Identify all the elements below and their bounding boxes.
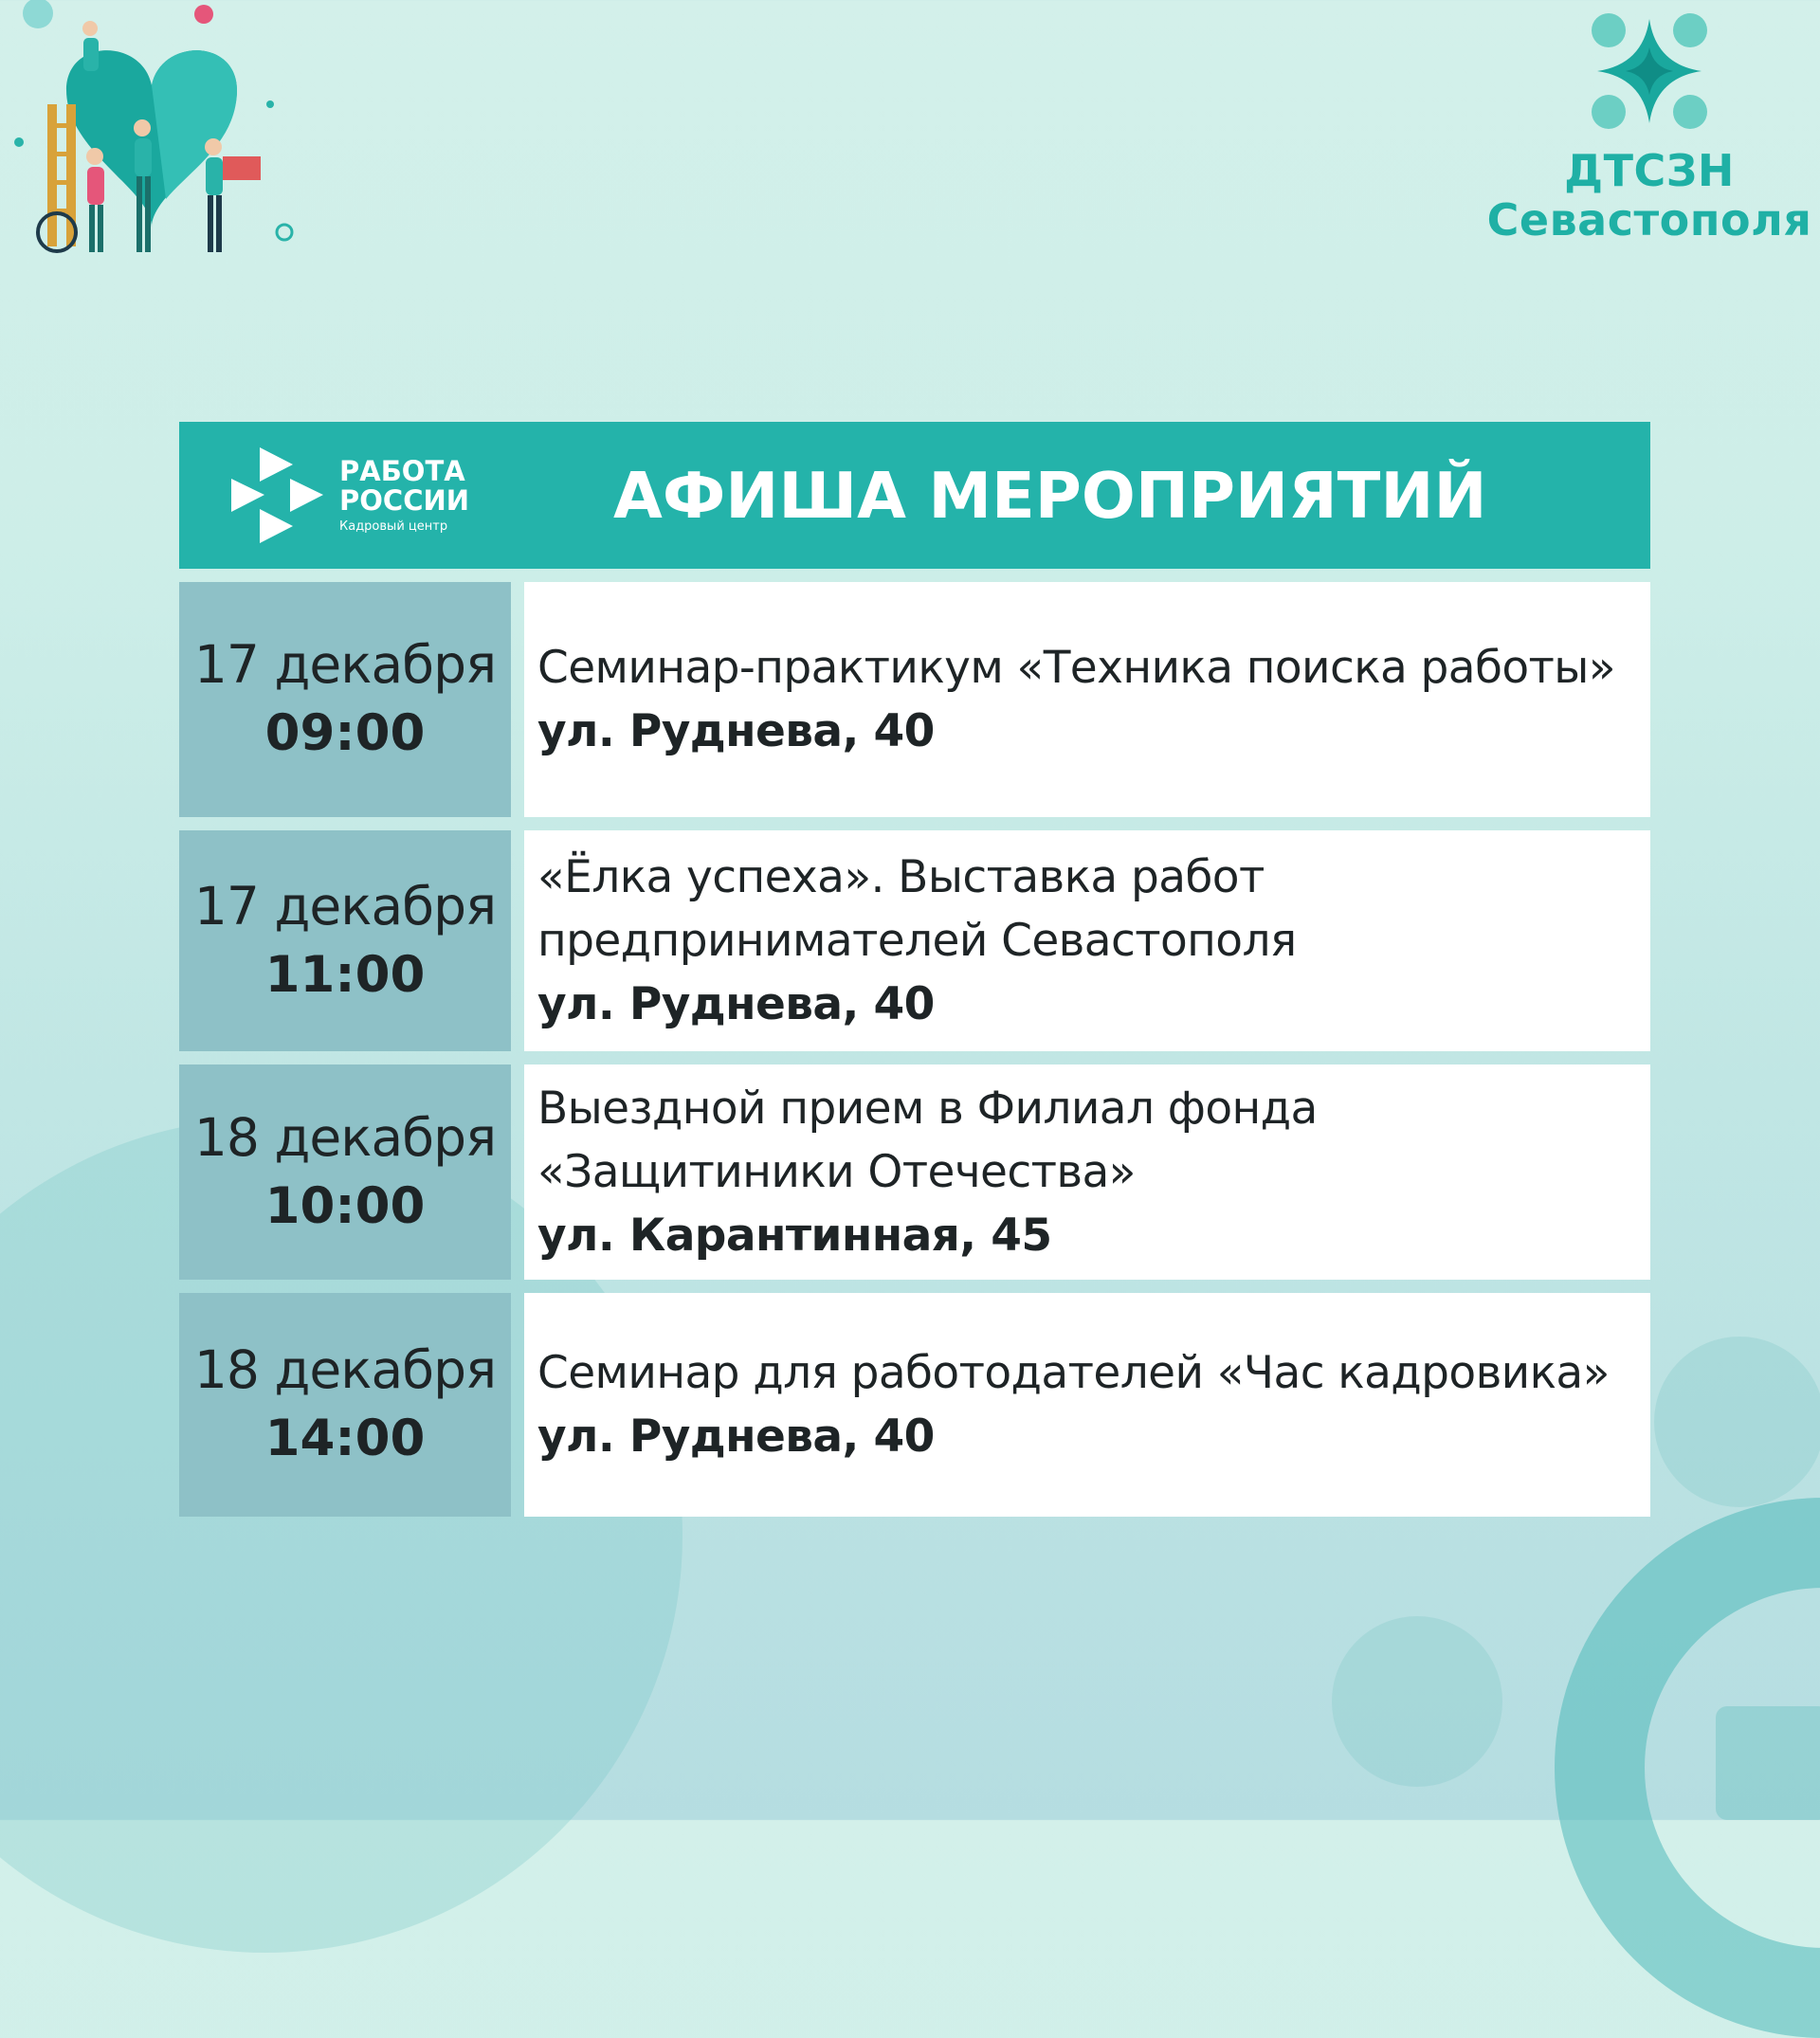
rabota-rossii-logo bbox=[231, 446, 469, 545]
event-date-cell bbox=[179, 1293, 511, 1517]
event-title: Семинар-практикум «Техника поиска работы» bbox=[537, 642, 1615, 694]
background-dot bbox=[1332, 1616, 1502, 1787]
event-time: 14:00 bbox=[264, 1410, 426, 1467]
logo-word-rossii: РОССИИ bbox=[339, 484, 470, 517]
event-row bbox=[179, 830, 1650, 1051]
event-row bbox=[179, 1064, 1650, 1280]
events-board bbox=[179, 422, 1650, 1517]
background-tile bbox=[1716, 1706, 1820, 1820]
event-date-cell bbox=[179, 1064, 511, 1280]
event-time: 11:00 bbox=[264, 945, 426, 1004]
brand-block bbox=[1479, 9, 1820, 245]
volunteers-illustration bbox=[0, 0, 327, 265]
brand-name: ДТСЗН bbox=[1564, 145, 1735, 196]
four-dot-star-icon bbox=[1588, 9, 1711, 133]
logo-subtitle: Кадровый центр bbox=[339, 519, 448, 534]
event-date: 17 декабря bbox=[193, 634, 497, 695]
event-title: Выездной прием в Филиал фонда «Защитиники Отечества» bbox=[537, 1083, 1318, 1198]
background-dot bbox=[1654, 1337, 1820, 1507]
rabota-rossii-arrows-icon bbox=[231, 446, 326, 545]
event-time: 10:00 bbox=[264, 1176, 426, 1235]
event-address: ул. Карантинная, 45 bbox=[537, 1210, 1052, 1262]
event-address: ул. Руднева, 40 bbox=[537, 705, 935, 757]
event-info-cell bbox=[524, 1293, 1650, 1517]
event-info-cell bbox=[524, 1064, 1650, 1280]
event-date-cell bbox=[179, 830, 511, 1051]
event-address: ул. Руднева, 40 bbox=[537, 1410, 935, 1463]
event-time: 09:00 bbox=[264, 704, 426, 762]
page-title: АФИША МЕРОПРИЯТИЙ bbox=[613, 459, 1487, 533]
event-title: «Ёлка успеха». Выставка работ предпринимателей Севастополя bbox=[537, 851, 1297, 967]
board-header bbox=[179, 422, 1650, 569]
event-date-cell bbox=[179, 582, 511, 817]
event-info-cell bbox=[524, 830, 1650, 1051]
logo-word-rabota: РАБОТА bbox=[339, 455, 465, 487]
brand-city: Севастополя bbox=[1486, 194, 1812, 246]
event-info-cell bbox=[524, 582, 1650, 817]
event-date: 18 декабря bbox=[193, 1339, 497, 1400]
event-date: 18 декабря bbox=[193, 1106, 497, 1168]
event-row bbox=[179, 1293, 1650, 1517]
event-title: Семинар для работодателей «Час кадровика» bbox=[537, 1347, 1610, 1399]
event-address: ул. Руднева, 40 bbox=[537, 978, 935, 1030]
event-date: 17 декабря bbox=[193, 875, 497, 937]
event-row bbox=[179, 582, 1650, 817]
